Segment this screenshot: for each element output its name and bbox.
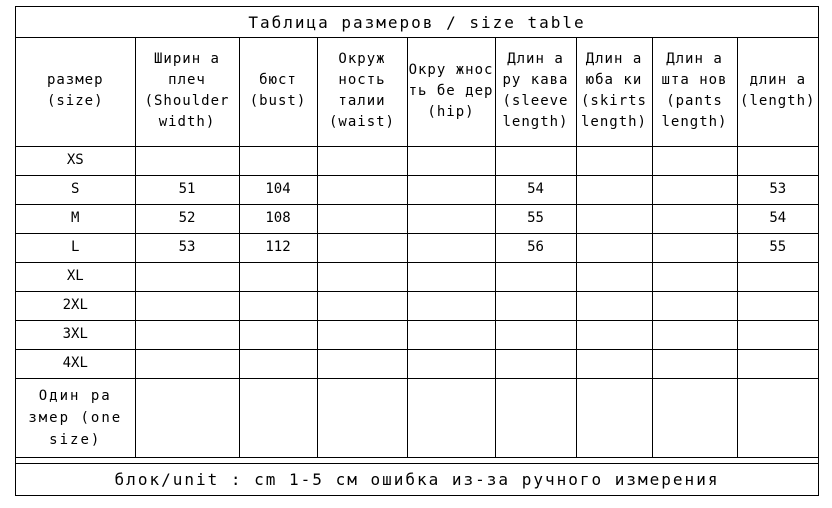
cell-sleeve [495,291,576,320]
cell-length: 53 [737,175,818,204]
cell-pants [652,204,737,233]
cell-skirt [576,175,652,204]
table-row [16,175,818,204]
table-title: Таблица размеров / size table [16,7,818,38]
cell-bust: 104 [239,175,317,204]
cell-sleeve: 56 [495,233,576,262]
cell-hip [407,291,495,320]
header-sleeve-length: Длин а ру кава (sleeve length) [495,37,576,146]
cell-waist [317,349,407,378]
measurement-note: блок/unit : cm 1-5 см ошибка из-за ручного измерения [16,463,818,495]
cell-bust: 108 [239,204,317,233]
cell-shoulder [135,262,239,291]
cell-waist [317,291,407,320]
cell-skirt [576,320,652,349]
cell-length [737,320,818,349]
cell-shoulder [135,378,239,457]
cell-bust [239,146,317,175]
cell-shoulder [135,146,239,175]
cell-hip [407,175,495,204]
cell-waist [317,378,407,457]
header-row [16,37,818,146]
header-size: размер (size) [16,37,135,146]
cell-shoulder: 53 [135,233,239,262]
cell-pants [652,262,737,291]
cell-waist [317,204,407,233]
cell-bust: 112 [239,233,317,262]
table-row [16,320,818,349]
table-row [16,349,818,378]
header-shoulder-width: Ширин а плеч (Shoulder width) [135,37,239,146]
cell-bust [239,262,317,291]
cell-length: 55 [737,233,818,262]
cell-pants [652,146,737,175]
cell-bust [239,320,317,349]
table-row [16,262,818,291]
table-row [16,204,818,233]
cell-pants [652,378,737,457]
cell-pants [652,175,737,204]
header-pants-length: Длин а шта нов (pants length) [652,37,737,146]
size-table [16,37,818,458]
header-waist: Окруж ность талии (waist) [317,37,407,146]
cell-skirt [576,204,652,233]
cell-sleeve: 55 [495,204,576,233]
cell-hip [407,349,495,378]
cell-pants [652,291,737,320]
cell-skirt [576,262,652,291]
header-skirt-length: Длин а юба ки (skirts length) [576,37,652,146]
cell-bust [239,291,317,320]
cell-hip [407,233,495,262]
cell-waist [317,320,407,349]
cell-pants [652,233,737,262]
cell-length [737,262,818,291]
cell-shoulder: 52 [135,204,239,233]
table-row [16,291,818,320]
cell-pants [652,349,737,378]
cell-sleeve [495,349,576,378]
cell-length: 54 [737,204,818,233]
cell-size: 4XL [16,349,135,378]
cell-size: 2XL [16,291,135,320]
cell-skirt [576,349,652,378]
cell-hip [407,262,495,291]
cell-hip [407,204,495,233]
cell-skirt [576,146,652,175]
cell-sleeve [495,320,576,349]
cell-bust [239,349,317,378]
cell-size: L [16,233,135,262]
cell-waist [317,175,407,204]
cell-size: XL [16,262,135,291]
cell-shoulder [135,320,239,349]
cell-bust [239,378,317,457]
cell-size: Один ра змер (one size) [16,378,135,457]
cell-size: 3XL [16,320,135,349]
cell-length [737,291,818,320]
cell-hip [407,146,495,175]
cell-hip [407,320,495,349]
cell-sleeve [495,262,576,291]
cell-waist [317,262,407,291]
cell-size: XS [16,146,135,175]
cell-size: S [16,175,135,204]
cell-sleeve [495,378,576,457]
cell-shoulder [135,291,239,320]
cell-length [737,146,818,175]
size-table-frame [15,6,819,496]
table-row [16,233,818,262]
cell-skirt [576,291,652,320]
cell-waist [317,233,407,262]
cell-length [737,378,818,457]
header-hip: Окру жнос ть бе дер (hip) [407,37,495,146]
cell-hip [407,378,495,457]
cell-sleeve [495,146,576,175]
header-bust: бюст (bust) [239,37,317,146]
cell-waist [317,146,407,175]
table-row [16,378,818,457]
cell-length [737,349,818,378]
cell-skirt [576,233,652,262]
cell-pants [652,320,737,349]
cell-shoulder [135,349,239,378]
cell-sleeve: 54 [495,175,576,204]
cell-shoulder: 51 [135,175,239,204]
header-length: длин а (length) [737,37,818,146]
cell-skirt [576,378,652,457]
table-row [16,146,818,175]
cell-size: M [16,204,135,233]
